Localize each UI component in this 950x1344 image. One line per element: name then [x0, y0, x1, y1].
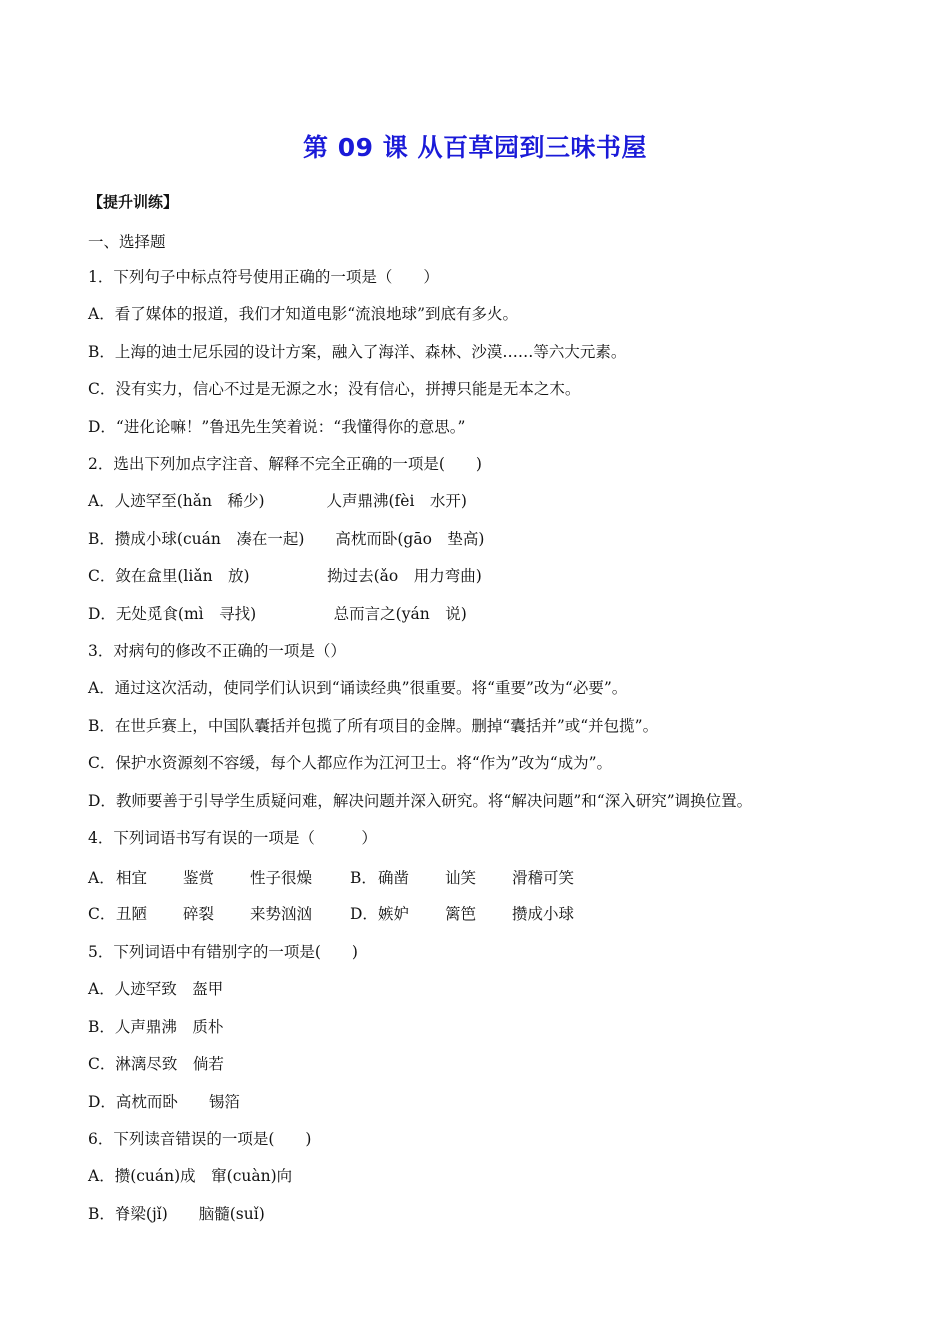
text-line: 4．下列词语书写有误的一项是（ ）	[88, 829, 377, 847]
text-line: A．攒(cuán)成 窜(cuàn)向	[88, 1167, 293, 1186]
page-title: 第 09 课 从百草园到三味书屋	[303, 133, 647, 162]
q4-word: 碎裂	[183, 905, 215, 923]
part-heading: 一、选择题	[88, 233, 166, 251]
text-line: 3．对病句的修改不正确的一项是（）	[88, 642, 346, 660]
q4-option-label: D．	[350, 905, 378, 923]
text-line: D．无处觅食(mì 寻找) 总而言之(yán 说)	[88, 604, 467, 623]
text-line: B．脊梁(jǐ) 脑髓(suǐ)	[88, 1204, 265, 1223]
text-line: B．在世乒赛上，中国队囊括并包揽了所有项目的金牌。删掉“囊括并”或“并包揽”。	[88, 716, 659, 735]
text-line: A．人迹罕致 盔甲	[88, 980, 224, 999]
q4-option-label: C．	[88, 905, 116, 923]
q4-word: 滑稽可笑	[512, 869, 575, 887]
text-line: B．攒成小球(cuán 凑在一起) 高枕而卧(gāo 垫高)	[88, 529, 485, 548]
text-line: C．敛在盒里(liǎn 放) 拗过去(ǎo 用力弯曲)	[88, 567, 482, 586]
text-line: A．人迹罕至(hǎn 稀少) 人声鼎沸(fèi 水开)	[88, 492, 467, 511]
q4-word: 讪笑	[445, 869, 477, 887]
text-line: B．人声鼎沸 质朴	[88, 1017, 224, 1036]
text-line: 1．下列句子中标点符号使用正确的一项是（ ）	[88, 268, 439, 286]
q4-word: 丑陋	[116, 905, 148, 923]
q4-word: 篱笆	[445, 905, 477, 923]
q4-word: 性子很燥	[250, 869, 313, 887]
q4-word: 攒成小球	[512, 905, 575, 923]
q4-option-label: A．	[88, 869, 115, 887]
text-line: D．高枕而卧 锡箔	[88, 1092, 240, 1111]
q4-word: 嫉妒	[378, 905, 410, 923]
text-line: C．没有实力，信心不过是无源之水；没有信心，拼搏只能是无本之木。	[88, 380, 581, 399]
q4-option-label: B．	[350, 869, 377, 887]
section-label: 【提升训练】	[88, 193, 179, 211]
q4-word: 相宜	[116, 869, 148, 887]
text-line: D．教师要善于引导学生质疑问难，解决问题并深入研究。将“解决问题”和“深入研究”调换位置。	[88, 791, 753, 810]
text-line: B．上海的迪士尼乐园的设计方案，融入了海洋、森林、沙漠……等六大元素。	[88, 342, 627, 361]
text-line: A．通过这次活动，使同学们认识到“诵读经典”很重要。将“重要”改为“必要”。	[88, 679, 628, 698]
text-line: C．淋漓尽致 倘若	[88, 1055, 224, 1074]
q4-word: 来势汹汹	[250, 905, 313, 923]
q4-word: 鉴赏	[183, 869, 215, 887]
text-line: 2．选出下列加点字注音、解释不完全正确的一项是( )	[88, 455, 482, 473]
text-line: A．看了媒体的报道，我们才知道电影“流浪地球”到底有多火。	[88, 305, 519, 324]
text-line: C．保护水资源刻不容缓，每个人都应作为江河卫士。将“作为”改为“成为”。	[88, 754, 613, 773]
text-line: 5．下列词语中有错别字的一项是( )	[88, 943, 358, 961]
text-line: D．“进化论嘛！”鲁迅先生笑着说：“我懂得你的意思。”	[88, 417, 466, 436]
q4-word: 确凿	[378, 869, 410, 887]
text-line: 6．下列读音错误的一项是( )	[88, 1130, 312, 1148]
